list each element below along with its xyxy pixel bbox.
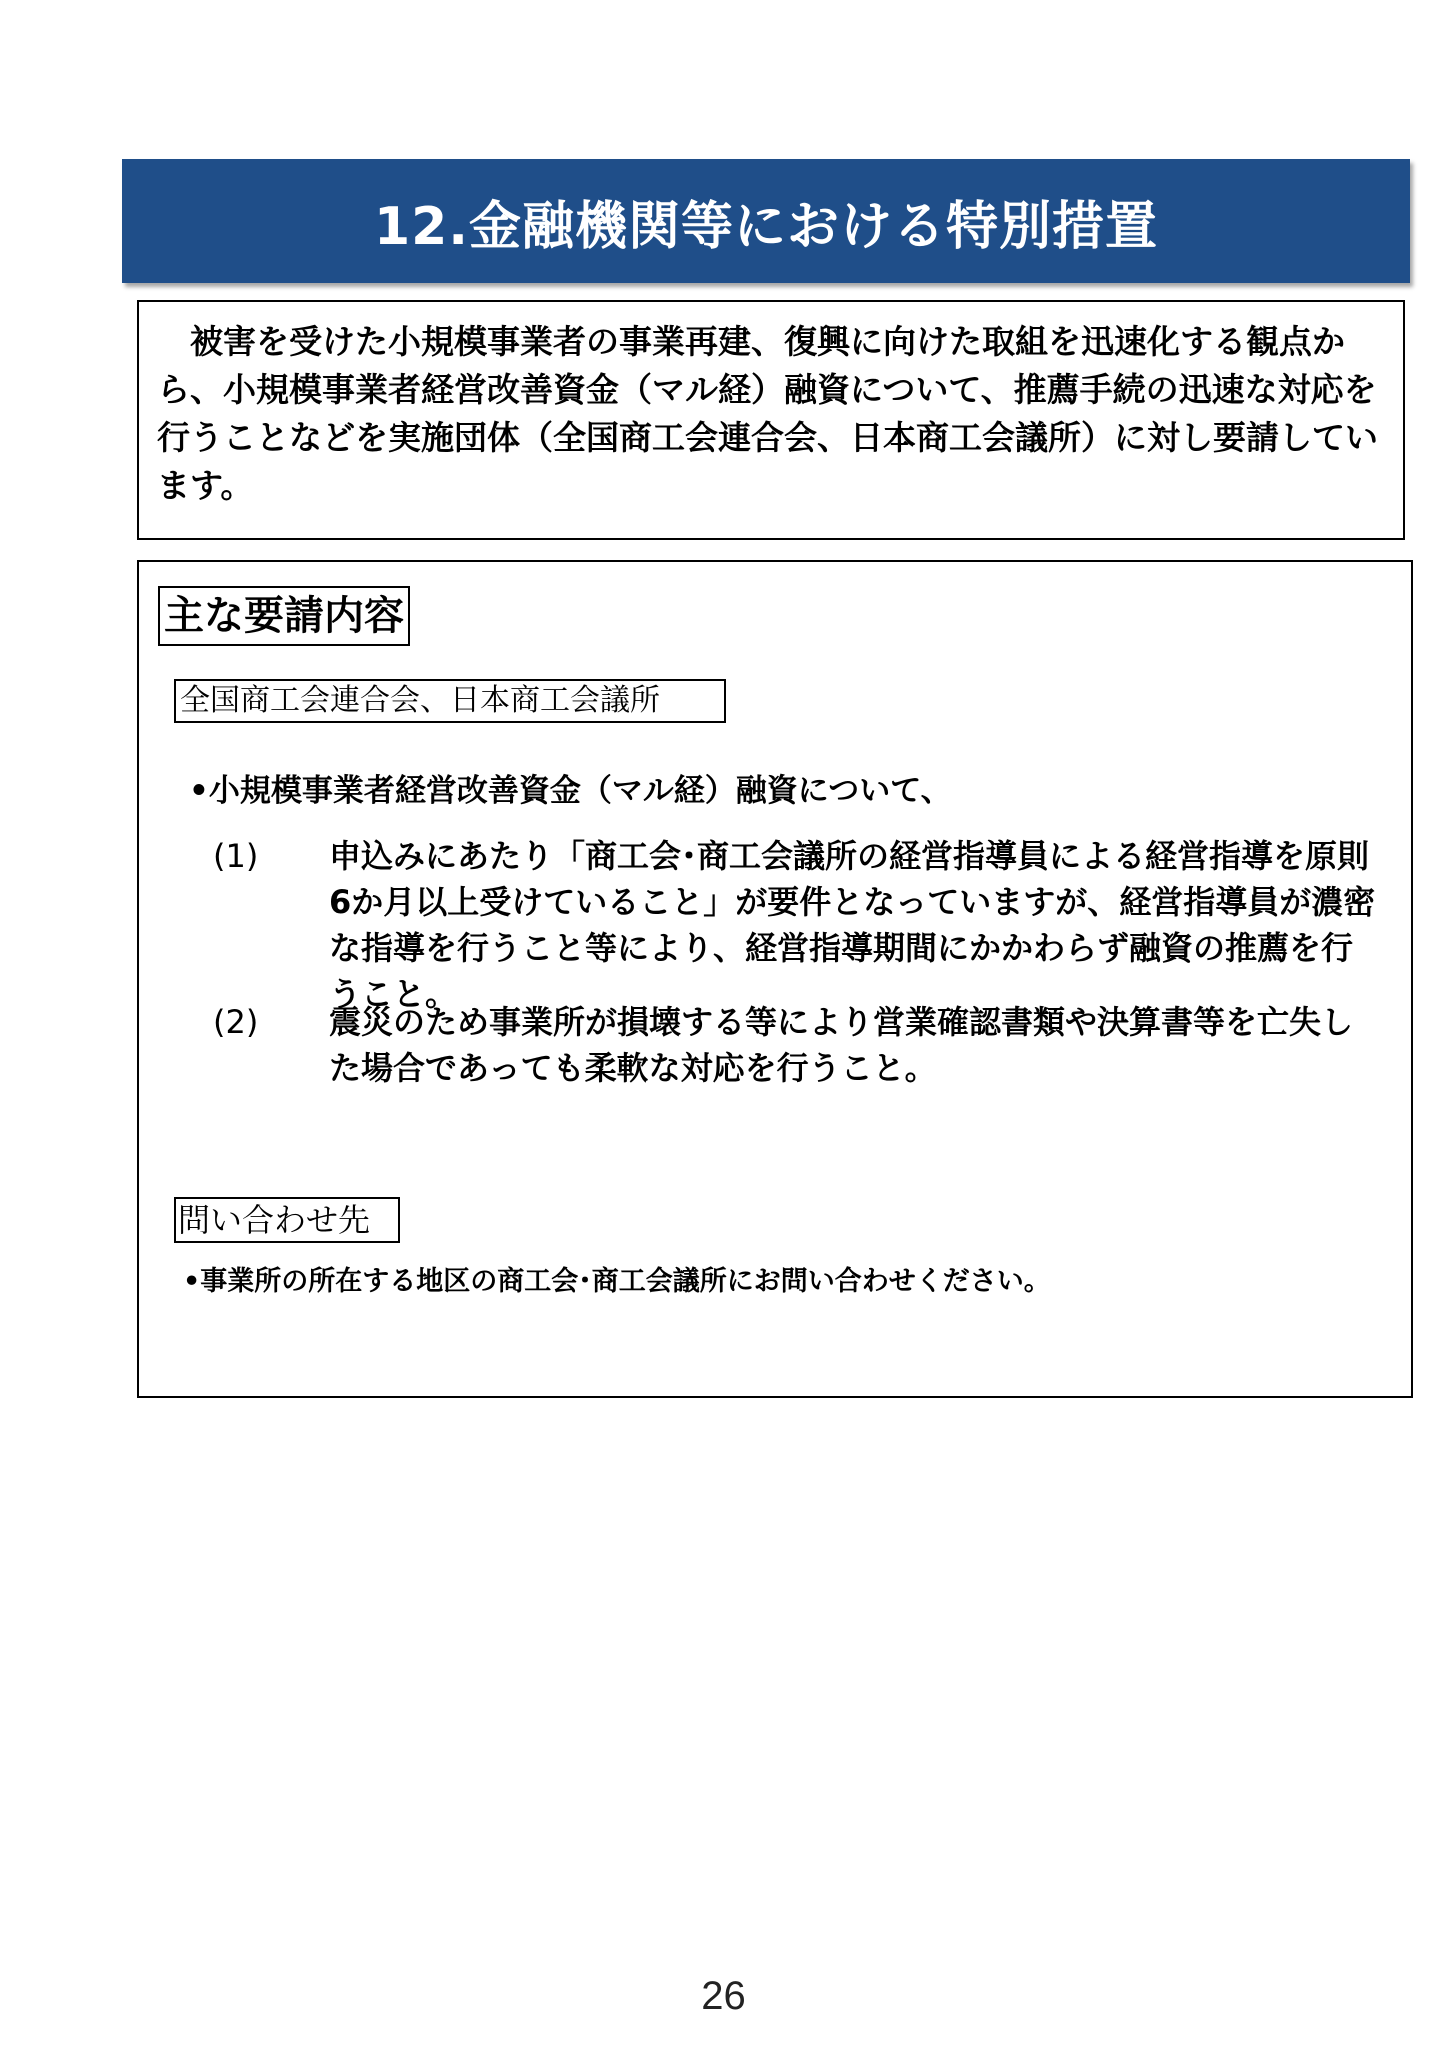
request-item [213, 999, 1383, 1091]
contact-heading: 問い合わせ先 [174, 1197, 400, 1243]
request-item [213, 833, 1383, 1017]
organizations-label: 全国商工会連合会、日本商工会議所 [174, 679, 726, 723]
intro-box [137, 300, 1405, 540]
bullet-intro: •小規模事業者経営改善資金（マル経）融資について、 [189, 773, 952, 809]
page-number: 26 [701, 1974, 746, 2018]
section-heading: 主な要請内容 [158, 586, 410, 646]
request-text: 申込みにあたり「商工会･商工会議所の経営指導員による経営指導を原則6か月以上受けていること」が要件となっていますが、経営指導員が濃密な指導を行うこと等により、経営指導期間にかかわらず融資の推薦を行うこと。 [329, 837, 1376, 1013]
request-number: (2) [213, 1003, 259, 1041]
title-banner [122, 159, 1410, 283]
intro-paragraph: 被害を受けた小規模事業者の事業再建、復興に向けた取組を迅速化する観点から、小規模事業者経営改善資金（マル経）融資について、推薦手続の迅速な対応を行うことなどを実施団体（全国商工会連合会、日本商工会議所）に対し要請しています。 [157, 322, 1378, 505]
request-number: (1) [213, 837, 259, 875]
request-text: 震災のため事業所が損壊する等により営業確認書類や決算書等を亡失した場合であっても柔軟な対応を行うこと。 [329, 1003, 1354, 1087]
page-title: 12.金融機関等における特別措置 [373, 196, 1159, 257]
contact-text: •事業所の所在する地区の商工会･商工会議所にお問い合わせください。 [183, 1266, 1051, 1297]
main-requests-box [137, 560, 1413, 1398]
